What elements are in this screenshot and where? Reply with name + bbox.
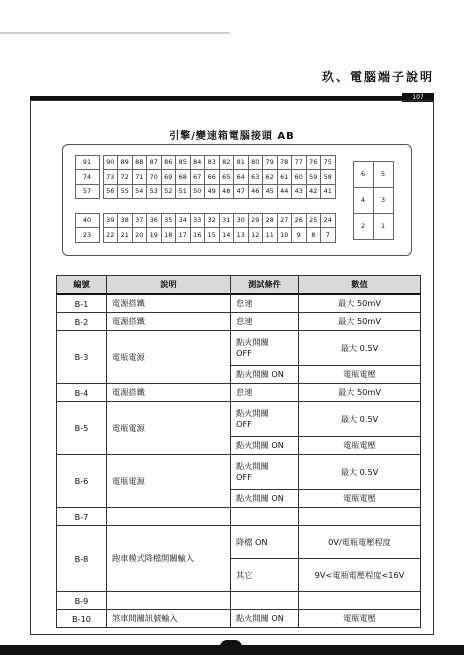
- connector-pin: 44: [277, 184, 293, 200]
- header-description: 說明: [107, 276, 231, 295]
- row-condition: 點火開關 ON: [231, 610, 299, 628]
- connector-pin: 23: [75, 227, 100, 243]
- row-description: 電源搭鐵: [107, 384, 231, 402]
- connector-pin: 52: [161, 184, 177, 200]
- connector-pin: 84: [190, 155, 206, 171]
- header-id: 編號: [57, 276, 107, 295]
- row-description: [107, 508, 231, 526]
- connector-pin: 89: [117, 155, 133, 171]
- connector-pin: 63: [248, 169, 264, 185]
- connector-pin: 25: [306, 213, 322, 229]
- connector-pin: 15: [204, 227, 220, 243]
- row-id: B-8: [57, 526, 107, 592]
- connector-pin: 86: [161, 155, 177, 171]
- connector-pin: 74: [75, 169, 100, 185]
- row-value: 最大 0.5V: [299, 455, 421, 490]
- row-condition: [231, 592, 299, 610]
- bottom-bar-tab: [220, 640, 242, 654]
- connector-pin: 70: [146, 169, 162, 185]
- connector-pin: 4: [353, 187, 374, 214]
- row-description: 電源搭鐵: [107, 313, 231, 331]
- connector-pin: 91: [75, 155, 100, 171]
- table-row: [57, 331, 421, 349]
- connector-pin: 14: [219, 227, 235, 243]
- connector-pin: 76: [306, 155, 322, 171]
- table-row: [57, 610, 421, 628]
- row-condition: OFF: [231, 348, 299, 366]
- row-value: [299, 508, 421, 526]
- row-value: [299, 592, 421, 610]
- table-row: [57, 455, 421, 473]
- pin-group-left: [75, 155, 99, 242]
- connector-pin: 12: [248, 227, 264, 243]
- connector-pin: 35: [161, 213, 177, 229]
- connector-pin: 33: [190, 213, 206, 229]
- connector-pin: 62: [262, 169, 278, 185]
- connector-pin: 11: [262, 227, 278, 243]
- connector-pin: 42: [306, 184, 322, 200]
- table-row: [57, 526, 421, 559]
- table-row: [57, 508, 421, 526]
- connector-pin: 77: [291, 155, 307, 171]
- connector-pin: 87: [146, 155, 162, 171]
- table-row: [57, 313, 421, 331]
- connector-pin: 51: [175, 184, 191, 200]
- connector-pin: 13: [233, 227, 249, 243]
- connector-pin: 16: [190, 227, 206, 243]
- connector-pin: 21: [117, 227, 133, 243]
- connector-pin: 46: [248, 184, 264, 200]
- table-row: [57, 402, 421, 420]
- row-condition: [231, 508, 299, 526]
- connector-pin: 78: [277, 155, 293, 171]
- row-condition: 點火開關 ON: [231, 366, 299, 384]
- connector-pin: 90: [103, 155, 119, 171]
- connector-pin: 36: [146, 213, 162, 229]
- row-id: B-2: [57, 313, 107, 331]
- row-id: B-10: [57, 610, 107, 628]
- row-condition: 其它: [231, 559, 299, 592]
- connector-pin: 71: [132, 169, 148, 185]
- connector-pin: 83: [204, 155, 220, 171]
- row-description: 電瓶電源: [107, 331, 231, 384]
- connector-pin: 56: [103, 184, 119, 200]
- connector-pin: 30: [233, 213, 249, 229]
- row-condition: 點火開關 ON: [231, 437, 299, 455]
- connector-pin: 40: [75, 213, 100, 229]
- connector-pin: 7: [320, 227, 336, 243]
- pin-group-center: [103, 155, 335, 242]
- connector-pin: 49: [204, 184, 220, 200]
- connector-pin: 19: [146, 227, 162, 243]
- connector-pin: 67: [190, 169, 206, 185]
- table-row: [57, 294, 421, 313]
- row-condition: 降檔 ON: [231, 526, 299, 559]
- connector-pin: 18: [161, 227, 177, 243]
- connector-pin: 69: [161, 169, 177, 185]
- connector-pin: 64: [233, 169, 249, 185]
- connector-pin: 39: [103, 213, 119, 229]
- row-condition: 怠速: [231, 294, 299, 313]
- row-value: 電瓶電壓: [299, 490, 421, 508]
- connector-pin: 32: [204, 213, 220, 229]
- connector-pin: 85: [175, 155, 191, 171]
- row-description: 電瓶電源: [107, 455, 231, 508]
- row-value: 電瓶電壓: [299, 610, 421, 628]
- connector-pin: 38: [117, 213, 133, 229]
- row-id: B-1: [57, 294, 107, 313]
- table-header-row: [57, 276, 421, 295]
- connector-title: 引擎/變速箱電腦接頭 AB: [169, 131, 295, 142]
- connector-pin: 79: [262, 155, 278, 171]
- row-id: B-7: [57, 508, 107, 526]
- connector-pin: 10: [277, 227, 293, 243]
- bottom-bar: [0, 645, 464, 655]
- connector-pin: 43: [291, 184, 307, 200]
- connector-pin: 5: [373, 161, 394, 188]
- row-condition: 點火開關 ON: [231, 490, 299, 508]
- connector-pin: 53: [146, 184, 162, 200]
- connector-pin: 1: [373, 213, 394, 240]
- top-rule: [0, 32, 230, 34]
- connector-pin: 3: [373, 187, 394, 214]
- row-condition: 點火開關: [231, 331, 299, 349]
- row-value: 最大 50mV: [299, 294, 421, 313]
- row-value: 9V<電瓶電壓程度<16V: [299, 559, 421, 592]
- connector-pin: 34: [175, 213, 191, 229]
- row-description: 電瓶電源: [107, 402, 231, 455]
- connector-pin: 45: [262, 184, 278, 200]
- connector-pin: 73: [103, 169, 119, 185]
- connector-pin: 75: [320, 155, 336, 171]
- connector-pin: 31: [219, 213, 235, 229]
- row-condition: 怠速: [231, 384, 299, 402]
- connector-pin: 27: [277, 213, 293, 229]
- connector-pin: 58: [320, 169, 336, 185]
- connector-pin: 20: [132, 227, 148, 243]
- table-row: [57, 592, 421, 610]
- row-id: B-5: [57, 402, 107, 455]
- connector-pin: 80: [248, 155, 264, 171]
- connector-pin: 82: [219, 155, 235, 171]
- connector-pin: 81: [233, 155, 249, 171]
- connector-diagram: [62, 144, 412, 256]
- row-description: 跑車模式降檔開關輸入: [107, 526, 231, 592]
- table-row: [57, 384, 421, 402]
- row-condition: OFF: [231, 472, 299, 490]
- connector-pin: 8: [306, 227, 322, 243]
- connector-pin: 57: [75, 184, 100, 200]
- connector-pin: 54: [132, 184, 148, 200]
- row-condition: OFF: [231, 419, 299, 437]
- row-id: B-3: [57, 331, 107, 384]
- row-description: [107, 592, 231, 610]
- row-description: 煞車開關訊號輸入: [107, 610, 231, 628]
- connector-pin: 47: [233, 184, 249, 200]
- row-id: B-6: [57, 455, 107, 508]
- connector-pin: 48: [219, 184, 235, 200]
- row-value: 最大 0.5V: [299, 402, 421, 437]
- connector-pin: 50: [190, 184, 206, 200]
- pin-group-right: [353, 161, 393, 239]
- connector-pin: 55: [117, 184, 133, 200]
- connector-pin: 66: [204, 169, 220, 185]
- row-condition: 點火開關: [231, 402, 299, 420]
- connector-pin: 72: [117, 169, 133, 185]
- row-id: B-4: [57, 384, 107, 402]
- connector-pin: 65: [219, 169, 235, 185]
- connector-pin: 26: [291, 213, 307, 229]
- page-number-tab: 107: [402, 93, 434, 102]
- row-value: 最大 50mV: [299, 384, 421, 402]
- row-description: 電源搭鐵: [107, 294, 231, 313]
- row-id: B-9: [57, 592, 107, 610]
- row-value: 電瓶電壓: [299, 366, 421, 384]
- connector-pin: 17: [175, 227, 191, 243]
- header-value: 數值: [299, 276, 421, 295]
- header-condition: 測試條件: [231, 276, 299, 295]
- connector-pin: 59: [306, 169, 322, 185]
- connector-pin: 61: [277, 169, 293, 185]
- terminal-spec-table: [56, 275, 421, 628]
- row-value: 電瓶電壓: [299, 437, 421, 455]
- connector-pin: 41: [320, 184, 336, 200]
- connector-pin: 24: [320, 213, 336, 229]
- connector-pin: 2: [353, 213, 374, 240]
- row-condition: 怠速: [231, 313, 299, 331]
- row-value: 最大 0.5V: [299, 331, 421, 366]
- connector-pin: 22: [103, 227, 119, 243]
- row-condition: 點火開關: [231, 455, 299, 473]
- connector-pin: 6: [353, 161, 374, 188]
- row-value: 0V/電瓶電壓程度: [299, 526, 421, 559]
- connector-pin: 29: [248, 213, 264, 229]
- connector-pin: 28: [262, 213, 278, 229]
- connector-pin: 9: [291, 227, 307, 243]
- row-value: 最大 50mV: [299, 313, 421, 331]
- connector-pin: 60: [291, 169, 307, 185]
- connector-pin: 37: [132, 213, 148, 229]
- connector-pin: 88: [132, 155, 148, 171]
- connector-pin: 68: [175, 169, 191, 185]
- section-title: 玖、電腦端子說明: [321, 70, 434, 84]
